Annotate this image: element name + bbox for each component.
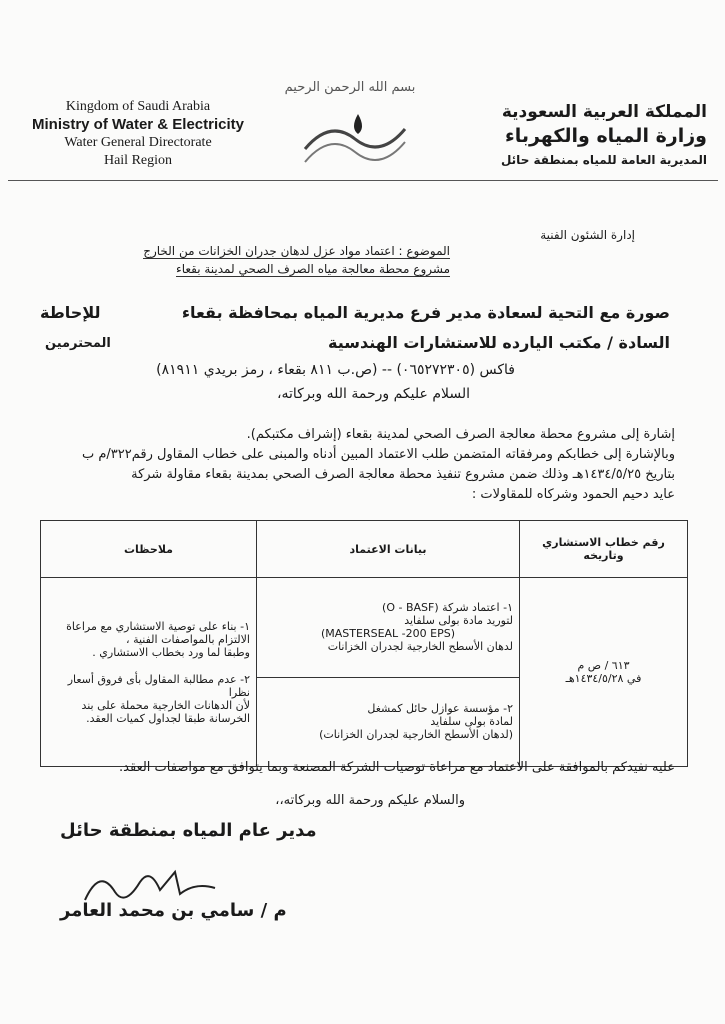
closing-line-2: والسلام عليكم ورحمة الله وبركاته،،	[275, 793, 465, 808]
greeting: السلام عليكم ورحمة الله وبركاته،	[276, 386, 470, 402]
body-paragraph	[55, 425, 675, 505]
ar-kingdom: المملكة العربية السعودية	[501, 102, 707, 122]
letter-number: ٦١٣ / ص م	[577, 659, 630, 672]
header-approval-data: بيانات الاعتماد	[257, 521, 520, 578]
letter-date: في ١٤٣٤/٥/٢٨هـ	[565, 672, 642, 685]
note-1-line-1: ١- بناء على توصية الاستشاري مع مراعاة	[66, 619, 250, 633]
department: إدارة الشئون الفنية	[540, 228, 635, 242]
signatory-title: مدير عام المياه بمنطقة حائل	[60, 820, 317, 841]
ar-directorate: المديرية العامة للمياه بمنطقة حائل	[500, 153, 707, 167]
header-divider	[8, 180, 718, 181]
ar-ministry: وزارة المياه والكهرباء	[505, 125, 707, 147]
note-2-line-3: الخرسانة طبقا لجداول كميات العقد.	[86, 711, 250, 725]
item-1-line-2: لتوريد مادة بولى سلفايد	[404, 614, 513, 628]
body-line-3: بتاريخ ١٤٣٤/٥/٢٥هـ وذلك ضمن مشروع تنفيذ محطة معالجة الصرف الصحي بمدينة بقعاء مقاولة شركة	[131, 467, 675, 482]
arabic-letterhead	[477, 100, 707, 172]
notes-cell	[41, 578, 257, 767]
closing-line-1: عليه نفيدكم بالموافقة على الاعتماد مع مراعاة توصيات الشركة المصنعة وبما يتوافق مع مواصفات العقد.	[119, 760, 675, 775]
en-kingdom: Kingdom of Saudi Arabia	[65, 99, 211, 114]
for-info-label: للإحاطة	[40, 303, 101, 322]
recipient-copy: صورة مع التحية لسعادة مدير فرع مديرية المياه بمحافظة بقعاء	[181, 303, 670, 322]
item-1-line-3: (MASTERSEAL -200 EPS)	[320, 627, 455, 641]
bismillah: بسم الله الرحمن الرحيم	[284, 80, 416, 95]
letter-cell	[520, 578, 688, 767]
body-line-1: إشارة إلى مشروع محطة معالجة الصرف الصحي لمدينة بقعاء (إشراف مكتبكم).	[246, 427, 675, 442]
note-2-line-2: لأن الدهانات الخارجية محملة على بند	[81, 698, 250, 712]
english-letterhead	[18, 98, 258, 170]
subject-line-1: الموضوع : اعتماد مواد عزل لدهان جدران الخزانات من الخارج	[143, 244, 450, 258]
note-1-line-2: الالتزام بالمواصفات الفنية ،	[126, 632, 250, 646]
approval-item-1	[257, 578, 520, 678]
header-notes: ملاحظات	[41, 521, 257, 578]
item-2-line-1: ٢- مؤسسة عوازل حائل كمشغل	[367, 702, 513, 716]
fax-line: فاكس (٠٦٥٢٧٢٣٠٥) -- (ص.ب ٨١١ بقعاء ، رمز بريدي ٨١٩١١)	[156, 362, 515, 378]
approval-item-2	[257, 677, 520, 766]
respected-label: المحترمين	[45, 336, 111, 351]
header-letter: رقم خطاب الاستشاري وتاريخه	[520, 521, 688, 578]
en-ministry: Ministry of Water & Electricity	[32, 116, 244, 133]
body-line-2: وبالإشارة إلى خطابكم ومرفقاته المتضمن طلب الاعتماد المبين أدناه والمبنى على خطاب المقاول رقم٣٢٢/م ب	[81, 447, 675, 462]
note-1-line-3: وطبقا لما ورد بخطاب الاستشاري .	[92, 645, 250, 659]
item-2-line-3: (لدهان الأسطح الخارجية لجدران الخزانات)	[319, 728, 513, 742]
recipient-main: السادة / مكتب اليارده للاستشارات الهندسية	[328, 333, 670, 352]
signatory-name: م / سامي بن محمد العامر	[60, 900, 287, 921]
item-1-line-4: لدهان الأسطح الخارجية لجدران الخزانات	[327, 640, 513, 654]
subject-line-2: مشروع محطة معالجة مياه الصرف الصحي لمدينة بقعاء	[176, 262, 450, 276]
approval-table	[40, 520, 688, 767]
en-region: Hail Region	[103, 153, 173, 168]
body-line-4: عايد دحيم الحمود وشركاه للمقاولات :	[471, 487, 675, 502]
item-2-line-2: لمادة بولى سلفايد	[430, 715, 513, 729]
water-drop-logo-icon	[300, 104, 410, 164]
note-2-line-1: ٢- عدم مطالبة المقاول بأى فروق أسعار نظرا	[67, 672, 250, 699]
item-1-line-1: ١- اعتماد شركة (O - BASF)	[382, 601, 513, 615]
en-directorate: Water General Directorate	[64, 135, 212, 150]
